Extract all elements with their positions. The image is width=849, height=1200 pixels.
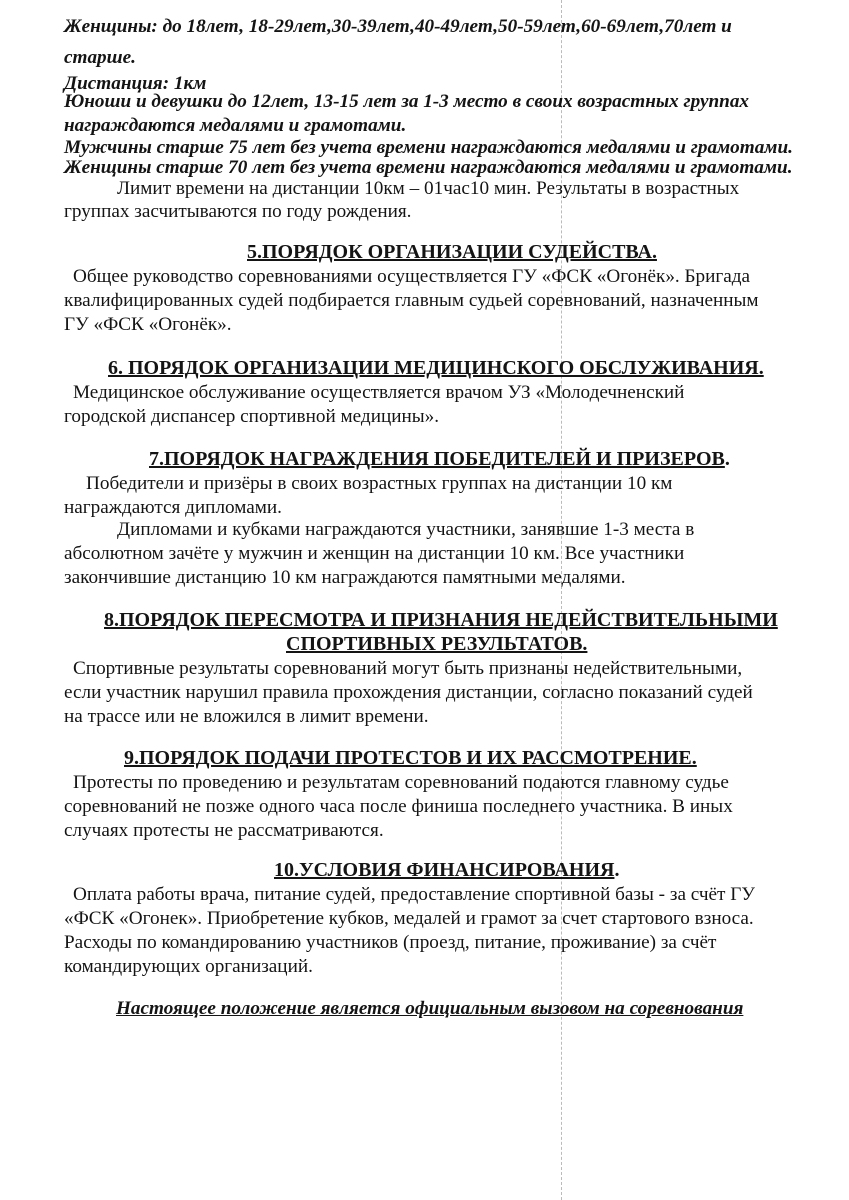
section-10-para-line: Оплата работы врача, питание судей, предоставление спортивной базы - за счёт ГУ [73, 884, 755, 905]
section-5-heading: 5.ПОРЯДОК ОРГАНИЗАЦИИ СУДЕЙСТВА. [247, 241, 657, 263]
section-6-heading: 6. ПОРЯДОК ОРГАНИЗАЦИИ МЕДИЦИНСКОГО ОБСЛУЖИВАНИЯ. [108, 357, 764, 379]
section-7-para-line: награждаются дипломами. [64, 497, 282, 518]
section-7-para-line: Дипломами и кубками награждаются участники, занявшие 1-3 места в [117, 519, 695, 540]
section-8-heading-cont: СПОРТИВНЫХ РЕЗУЛЬТАТОВ. [286, 633, 588, 655]
distance-label: Дистанция: 1км [64, 73, 207, 94]
section-10-para-line: Расходы по командированию участников (проезд, питание, проживание) за счёт [64, 932, 717, 953]
section-7-heading: 7.ПОРЯДОК НАГРАЖДЕНИЯ ПОБЕДИТЕЛЕЙ И ПРИЗЕРОВ. [149, 448, 730, 470]
section-7-para-line: абсолютном зачёте у мужчин и женщин на дистанции 10 км. Все участники [64, 543, 685, 564]
section-6-para-line: Медицинское обслуживание осуществляется врачом УЗ «Молодечненский [73, 382, 685, 403]
section-10-heading: 10.УСЛОВИЯ ФИНАНСИРОВАНИЯ. [274, 859, 620, 881]
section-5-para-line: квалифицированных судей подбирается главным судьей соревнований, назначенным [64, 290, 759, 311]
section-9-para-line: Протесты по проведению и результатам соревнований подаются главному судье [73, 772, 729, 793]
official-invitation-note: Настоящее положение является официальным вызовом на соревнования [116, 998, 744, 1019]
section-8-para-line: на трассе или не вложился в лимит времени. [64, 706, 429, 727]
section-6-para-line: городской диспансер спортивной медицины». [64, 406, 440, 427]
section-8-para-line: если участник нарушил правила прохождения дистанции, согласно показаний судей [64, 682, 753, 703]
section-10-para-line: «ФСК «Огонек». Приобретение кубков, медалей и грамот за счет стартового взноса. [64, 908, 754, 929]
youth-award-cont: награждаются медалями и грамотами. [64, 115, 407, 136]
section-5-para-line: Общее руководство соревнованиями осуществляется ГУ «ФСК «Огонёк». Бригада [73, 266, 751, 287]
section-9-heading: 9.ПОРЯДОК ПОДАЧИ ПРОТЕСТОВ И ИХ РАССМОТРЕНИЕ. [124, 747, 697, 769]
women-over-70-line: Женщины старше 70 лет без учета времени награждаются медалями и грамотами. [64, 157, 793, 178]
women-age-groups-cont: старше. [64, 47, 136, 68]
women-age-groups-line: Женщины: до 18лет, 18-29лет,30-39лет,40-49лет,50-59лет,60-69лет,70лет и [64, 16, 732, 37]
time-limit-line: Лимит времени на дистанции 10км – 01час10 мин. Результаты в возрастных [117, 178, 740, 199]
section-7-para-line: закончившие дистанцию 10 км награждаются памятными медалями. [64, 567, 626, 588]
section-9-para-line: соревнований не позже одного часа после финиша последнего участника. В иных [64, 796, 733, 817]
section-8-heading: 8.ПОРЯДОК ПЕРЕСМОТРА И ПРИЗНАНИЯ НЕДЕЙСТВИТЕЛЬНЫМИ [104, 609, 778, 631]
time-limit-cont: группах засчитываются по году рождения. [64, 201, 412, 222]
section-7-para-line: Победители и призёры в своих возрастных группах на дистанции 10 км [86, 473, 673, 494]
section-10-para-line: командирующих организаций. [64, 956, 313, 977]
youth-award-line: Юноши и девушки до 12лет, 13-15 лет за 1-3 место в своих возрастных группах [64, 91, 750, 112]
section-5-para-line: ГУ «ФСК «Огонёк». [64, 314, 232, 335]
section-8-para-line: Спортивные результаты соревнований могут быть признаны недействительными, [73, 658, 743, 679]
men-over-75-line: Мужчины старше 75 лет без учета времени награждаются медалями и грамотами. [64, 137, 793, 158]
section-9-para-line: случаях протесты не рассматриваются. [64, 820, 384, 841]
